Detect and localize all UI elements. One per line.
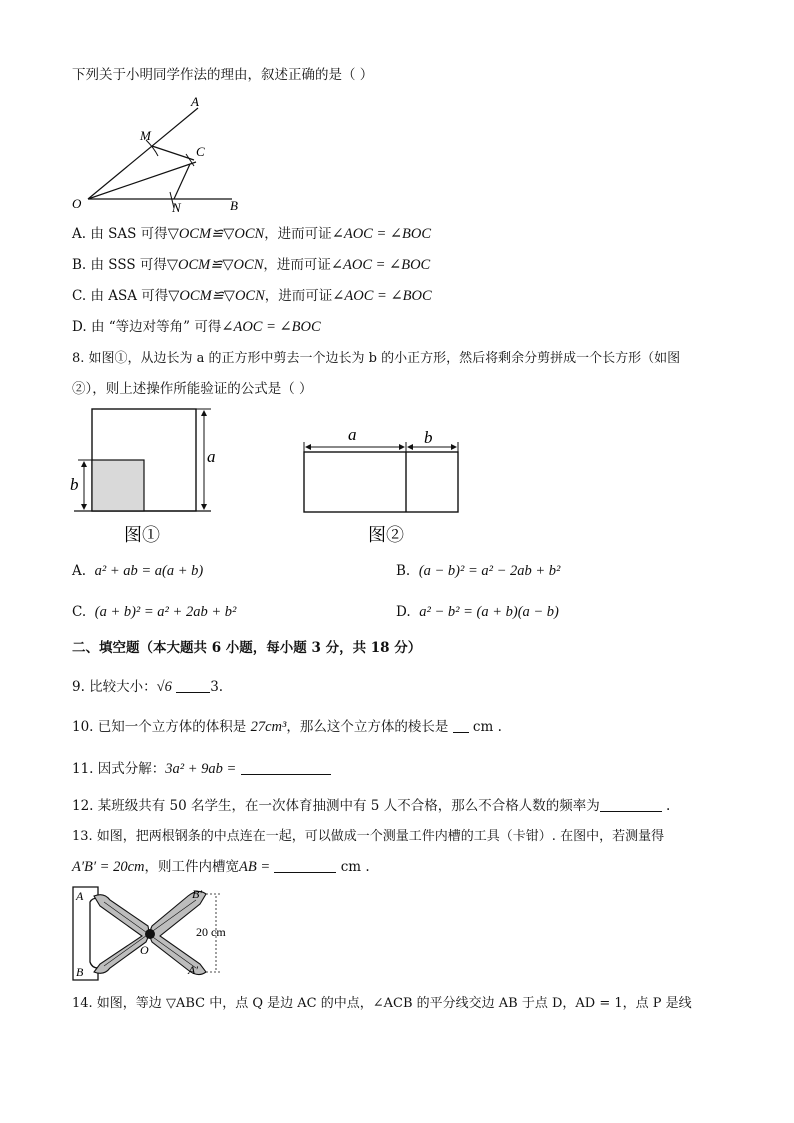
q13-caliper-figure xyxy=(70,884,250,984)
q13-label-o: O xyxy=(140,943,149,957)
q12: 12. 某班级共有 50 名学生，在一次体育抽测中有 5 人不合格，那么不合格人数的频率为 . xyxy=(72,798,671,814)
q14: 14. 如图，等边 ▽ABC 中，点 Q 是边 AC 的中点，∠ACB 的平分线交边 AB 于点 D，AD = 1，点 P 是线 xyxy=(72,996,692,1011)
q8-option-d: D. a² − b² = (a + b)(a − b) xyxy=(396,604,559,620)
q12-blank[interactable] xyxy=(600,797,662,812)
q13-line2: A′B′ = 20cm，则工件内槽宽AB = cm . xyxy=(72,859,370,875)
q7-label-o: O xyxy=(72,196,82,211)
q13-label-bprime: B′ xyxy=(192,887,202,901)
q7-label-b: B xyxy=(230,198,238,213)
q7-option-d: D. 由 “等边对等角” 可得∠AOC = ∠BOC xyxy=(72,319,321,335)
fig1-label-b: b xyxy=(70,475,79,494)
q8-figures xyxy=(66,404,476,552)
q7-option-c: C. 由 ASA 可得▽OCM≌▽OCN，进而可证∠AOC = ∠BOC xyxy=(72,288,432,304)
q7-option-a: A. 由 SAS 可得▽OCM≌▽OCN，进而可证∠AOC = ∠BOC xyxy=(72,226,432,242)
q8-option-c: C. (a + b)² = a² + 2ab + b² xyxy=(72,604,237,620)
fig2-label-a: a xyxy=(348,425,357,444)
q13-dimension: 20 cm xyxy=(196,925,226,939)
q7-option-b: B. 由 SSS 可得▽OCM≌▽OCN，进而可证∠AOC = ∠BOC xyxy=(72,257,431,273)
q10-blank[interactable] xyxy=(453,718,469,733)
q10: 10. 已知一个立方体的体积是 27cm³，那么这个立方体的棱长是 cm . xyxy=(72,719,502,735)
q13-label-a: A xyxy=(76,889,84,903)
fig2-rectangle xyxy=(304,452,458,512)
section2-title: 二、填空题（本大题共 6 小题，每小题 3 分，共 18 分） xyxy=(72,640,422,656)
q8-option-b: B. (a − b)² = a² − 2ab + b² xyxy=(396,563,561,579)
q9-blank[interactable] xyxy=(176,678,210,693)
q7-stem: 下列关于小明同学作法的理由，叙述正确的是（ ） xyxy=(72,67,374,83)
q13-label-aprime: A′ xyxy=(188,963,198,977)
q7-label-a: A xyxy=(191,94,199,109)
q13-label-b: B xyxy=(76,965,84,979)
fig1-caption: 图① xyxy=(124,525,160,545)
q9: 9. 比较大小：√6 3. xyxy=(72,679,224,695)
q8-option-a: A. a² + ab = a(a + b) xyxy=(72,563,204,579)
q8-stem-line2: ②），则上述操作所能验证的公式是（ ） xyxy=(72,381,313,397)
q8-stem-line1: 8. 如图①，从边长为 a 的正方形中剪去一个边长为 b 的小正方形，然后将剩余分剪拼成一个长方形（如图 xyxy=(72,351,681,366)
q7-figure xyxy=(66,92,246,216)
q13-line1: 13. 如图，把两根钢条的中点连在一起，可以做成一个测量工件内槽的工具（卡钳）. 在图中，若测量得 xyxy=(72,829,665,844)
q11-blank[interactable] xyxy=(241,760,331,775)
q7-label-m: M xyxy=(140,128,151,143)
q11: 11. 因式分解：3a² + 9ab = xyxy=(72,760,331,778)
fig1-small-square xyxy=(92,460,144,511)
fig1-label-a: a xyxy=(207,447,216,466)
fig2-label-b: b xyxy=(424,428,433,447)
q7-label-c: C xyxy=(196,144,205,159)
q7-label-n: N xyxy=(172,200,181,215)
q13-blank[interactable] xyxy=(274,858,336,873)
fig2-caption: 图② xyxy=(368,525,404,545)
